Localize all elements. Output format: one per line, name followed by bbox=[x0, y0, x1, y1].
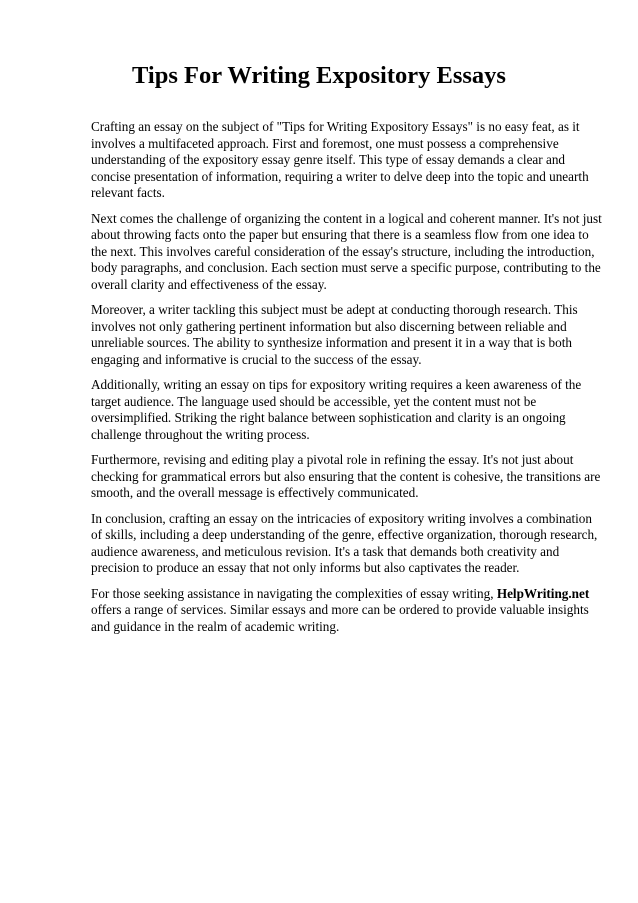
paragraph-line: Next comes the challenge of organizing the content in a logical and coherent manner. It's not just bbox=[91, 210, 602, 226]
paragraph-line: involves not only gathering pertinent information but also discerning between reliable and bbox=[91, 318, 567, 334]
paragraph-line: smooth, and the overall message is effectively communicated. bbox=[91, 485, 419, 500]
paragraph-line: In conclusion, crafting an essay on the intricacies of expository writing involves a combination bbox=[91, 510, 592, 526]
paragraph-line: precision to produce an essay that not only informs but also captivates the reader. bbox=[91, 560, 520, 575]
closing-line-1 bbox=[91, 586, 591, 603]
brand-name: HelpWriting.net bbox=[496, 585, 590, 601]
paragraph-list bbox=[91, 119, 602, 577]
body-paragraph bbox=[91, 510, 598, 577]
paragraph-line: target audience. The language used should be accessible, yet the content must not be bbox=[91, 393, 537, 409]
paragraph-line: overall clarity and effectiveness of the essay. bbox=[91, 276, 327, 292]
paragraph-line: audience awareness, and meticulous revision. It's a task that demands both creativity and bbox=[91, 543, 560, 559]
document-title: Tips For Writing Expository Essays bbox=[132, 62, 506, 89]
paragraph-line: Moreover, a writer tackling this subject must be adept at conducting thorough research. This bbox=[91, 302, 578, 317]
paragraph-line: checking for grammatical errors but also ensuring that the content is cohesive, the transitions are bbox=[91, 468, 601, 484]
body-paragraph bbox=[91, 302, 591, 368]
paragraph-line: about throwing facts onto the paper but ensuring that there is a seamless flow from one idea to bbox=[91, 227, 589, 242]
paragraph-line: engaging and informative is crucial to the success of the essay. bbox=[91, 351, 422, 367]
closing-paragraph bbox=[91, 586, 591, 636]
paragraph-line: relevant facts. bbox=[91, 185, 165, 200]
closing-line-2: offers a range of services. Similar essays and more can be ordered to provide valuable insights bbox=[91, 602, 589, 617]
paragraph-line: body paragraphs, and conclusion. Each section must serve a specific purpose, contributing to the bbox=[91, 260, 601, 275]
paragraph-line: understanding of the expository essay genre itself. This type of essay demands a clear and bbox=[91, 152, 566, 167]
closing-line-1-text: For those seeking assistance in navigating the complexities of essay writing, bbox=[91, 585, 497, 601]
paragraph-line: Furthermore, revising and editing play a pivotal role in refining the essay. It's not just about bbox=[91, 452, 574, 467]
paragraph-line: oversimplified. Striking the right balance between sophistication and clarity is an ongoing bbox=[91, 410, 566, 425]
body-paragraph bbox=[91, 377, 591, 443]
document-body bbox=[91, 119, 602, 644]
paragraph-line: of skills, including a deep understanding of the genre, effective organization, thorough research, bbox=[91, 527, 598, 542]
body-paragraph bbox=[91, 119, 591, 202]
closing-line-3: and guidance in the realm of academic writing. bbox=[91, 618, 340, 634]
paragraph-line: involves a multifaceted approach. First and foremost, one must possess a comprehensive bbox=[91, 135, 559, 151]
paragraph-line: Crafting an essay on the subject of "Tips for Writing Expository Essays" is no easy feat, as it bbox=[91, 119, 580, 134]
body-paragraph bbox=[91, 452, 601, 502]
paragraph-line: the next. This involves careful consideration of the essay's structure, including the introduction, bbox=[91, 243, 595, 259]
paragraph-line: concise presentation of information, requiring a writer to delve deep into the topic and unearth bbox=[91, 168, 589, 184]
paragraph-line: challenge throughout the writing process. bbox=[91, 426, 310, 442]
body-paragraph bbox=[91, 210, 602, 294]
paragraph-line: Additionally, writing an essay on tips for expository writing requires a keen awareness of the bbox=[91, 377, 582, 392]
paragraph-line: unreliable sources. The ability to synthesize information and present it in a way that is both bbox=[91, 335, 572, 350]
